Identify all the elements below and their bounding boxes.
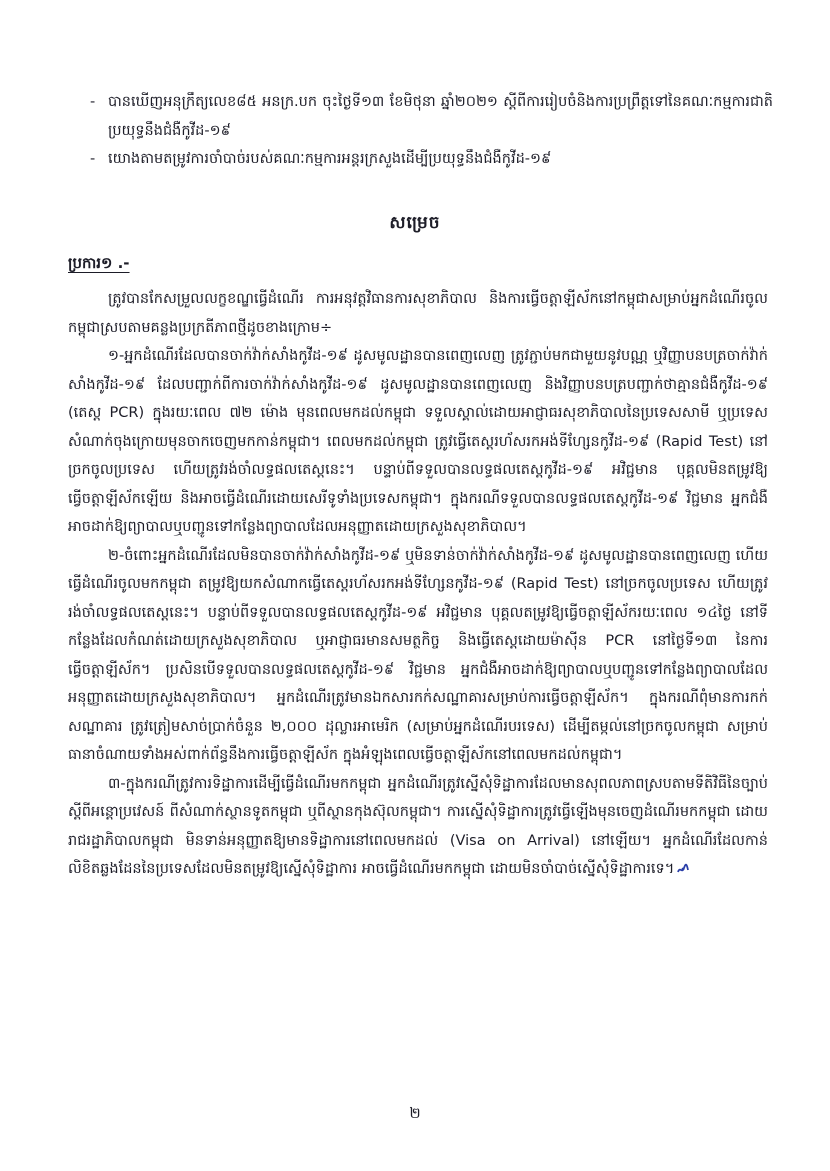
article-intro-paragraph: ត្រូវបានកែសម្រួលលក្ខខណ្ឌធ្វើដំណើរ ការអនុវត្តវិធានការសុខាភិបាល និងការធ្វើចត្តាឡីស័កនៅកម្ពុជាសម្រាប់អ្នកដំណើរចូលកម្ពុជាស្របតាមគន្លងប្រក្រតីភាពថ្មីដូចខាងក្រោម÷ <box>68 291 768 336</box>
signature-mark-icon <box>676 862 690 876</box>
preamble-bullet-text: បានឃើញអនុក្រឹត្យលេខ៨៥ អនក្រ.បក ចុះថ្ងៃទី១៣ ខែមិថុនា ឆ្នាំ២០២១ ស្តីពីការរៀបចំនិងការប្រព្រឹត្តទៅនៃគណៈកម្មការជាតិប្រយុទ្ធនឹងជំងឺកូវីដ-១៩ <box>108 94 773 139</box>
article-point-1: ១-អ្នកដំណើរដែលបានចាក់វ៉ាក់សាំងកូវីដ-១៩ ដូសមូលដ្ឋានបានពេញលេញ ត្រូវភ្ជាប់មកជាមួយនូវបណ្ណ ឬវិញ្ញាបនបត្រចាក់វ៉ាក់សាំងកូវីដ-១៩ ដែលបញ្ជាក់ពីការចាក់វ៉ាក់សាំងកូវីដ-១៩ ដូសមូលដ្ឋានបានពេញលេញ និងវិញ្ញាបនបត្របញ្ជាក់ថាគ្មានជំងឺកូវីដ-១៩ (តេស្ត PCR) ក្នុងរយៈពេល ៧២ ម៉ោង មុនពេលមកដល់កម្ពុជា ទទួលស្គាល់ដោយអាជ្ញាធរសុខាភិបាលនៃប្រទេសសាមី ឬប្រទេសសំណាក់ចុងក្រោយមុនចាកចេញមកកាន់កម្ពុជា។ ពេលមកដល់កម្ពុជា ត្រូវធ្វើតេស្តរហ័សរកអង់ទីហ្សែនកូវីដ-១៩ (Rapid Test) នៅច្រកចូលប្រទេស ហើយត្រូវរង់ចាំលទ្ធផលតេស្តនេះ។ បន្ទាប់ពីទទួលបានលទ្ធផលតេស្តកូវីដ-១៩ អវិជ្ជមាន បុគ្គលមិនតម្រូវឱ្យធ្វើចត្តាឡីស័កឡើយ និងអាចធ្វើដំណើរដោយសេរីទូទាំងប្រទេសកម្ពុជា។ ក្នុងករណីទទួលបានលទ្ធផលតេស្តកូវីដ-១៩ វិជ្ជមាន អ្នកជំងឺអាចដាក់ឱ្យព្យាបាលឬបញ្ជូនទៅកន្លែងព្យាបាលដែលអនុញ្ញាតដោយក្រសួងសុខាភិបាល។ <box>68 348 768 535</box>
decision-title: សម្រេច <box>389 213 441 233</box>
article-point-2: ២-ចំពោះអ្នកដំណើរដែលមិនបានចាក់វ៉ាក់សាំងកូវីដ-១៩ ឬមិនទាន់ចាក់វ៉ាក់សាំងកូវីដ-១៩ ដូសមូលដ្ឋានបានពេញលេញ ហើយធ្វើដំណើរចូលមកកម្ពុជា តម្រូវឱ្យយកសំណាកធ្វើតេស្តរហ័សរកអង់ទីហ្សែនកូវីដ-១៩ (Rapid Test) នៅច្រកចូលប្រទេស ហើយត្រូវរង់ចាំលទ្ធផលតេស្តនេះ។ បន្ទាប់ពីទទួលបានលទ្ធផលតេស្តកូវីដ-១៩ អវិជ្ជមាន បុគ្គលតម្រូវឱ្យធ្វើចត្តាឡីស័ករយៈពេល ១៤ថ្ងៃ នៅទីកន្លែងដែលកំណត់ដោយក្រសួងសុខាភិបាល ឬអាជ្ញាធរមានសមត្ថកិច្ច និងធ្វើតេស្តដោយម៉ាស៊ីន PCR នៅថ្ងៃទី១៣ នៃការធ្វើចត្តាឡីស័ក។ ប្រសិនបើទទួលបានលទ្ធផលតេស្តកូវីដ-១៩ វិជ្ជមាន អ្នកជំងឺអាចដាក់ឱ្យព្យាបាលឬបញ្ជូនទៅកន្លែងព្យាបាលដែលអនុញ្ញាតដោយក្រសួងសុខាភិបាល។ អ្នកដំណើរត្រូវមានឯកសារកក់សណ្ឋាគារសម្រាប់ការធ្វើចត្តាឡីស័ក។ ក្នុងករណីពុំមានការកក់សណ្ឋាគារ ត្រូវត្រៀមសាច់ប្រាក់ចំនួន ២,០០០ ដុល្លារអាមេរិក (សម្រាប់អ្នកដំណើរបរទេស) ដើម្បីតម្កល់នៅច្រកចូលកម្ពុជា សម្រាប់ធានាចំណាយទាំងអស់ពាក់ព័ន្ធនឹងការធ្វើចត្តាឡីស័ក ក្នុងអំឡុងពេលធ្វើចត្តាឡីស័កនៅពេលមកដល់កម្ពុជា។ <box>68 547 768 763</box>
article-body <box>68 285 768 884</box>
article-heading: ប្រការ១ .- <box>68 254 130 272</box>
article-point-3-text: ៣-ក្នុងករណីត្រូវការទិដ្ឋាការដើម្បីធ្វើដំណើរមកកម្ពុជា អ្នកដំណើរត្រូវស្នើសុំទិដ្ឋាការដែលមានសុពលភាពស្របតាមទីតិវិធីនៃច្បាប់ស្តីពីអន្តោប្រវេសន៍ ពីសំណាក់ស្ថានទូតកម្ពុជា ឬពីស្ថានកុងស៊ុលកម្ពុជា។ ការស្នើសុំទិដ្ឋាការត្រូវធ្វើឡើងមុនចេញដំណើរមកកម្ពុជា ដោយរាជរដ្ឋាភិបាលកម្ពុជា មិនទាន់អនុញ្ញាតឱ្យមានទិដ្ឋាការនៅពេលមកដល់ (Visa on Arrival) នៅឡើយ។ អ្នកដំណើរដែលកាន់លិខិតឆ្លងដែននៃប្រទេសដែលមិនតម្រូវឱ្យស្នើសុំទិដ្ឋាការ អាចធ្វើដំណើរមកកម្ពុជា ដោយមិនចាំបាច់ស្នើសុំទិដ្ឋាការទេ។ <box>68 775 768 877</box>
article-point-3 <box>68 770 768 884</box>
preamble-bullet-1 <box>90 88 773 145</box>
preamble-bullets <box>90 88 773 174</box>
bullet-dash: - <box>90 151 96 167</box>
page-number: ២ <box>409 1104 421 1122</box>
preamble-bullet-text: យោងតាមតម្រូវការចាំបាច់របស់គណៈកម្មការអន្តរក្រសួងដើម្បីប្រយុទ្ធនឹងជំងឺកូវីដ-១៩ <box>108 151 552 167</box>
preamble-bullet-2 <box>90 145 773 174</box>
bullet-dash: - <box>90 94 96 110</box>
